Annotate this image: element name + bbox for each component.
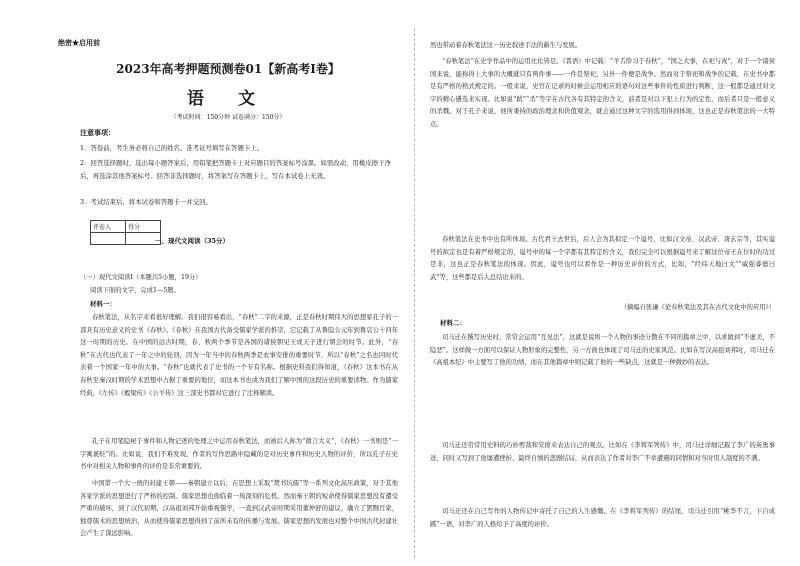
material-one-label: 材料一： [90,300,116,308]
subject-title: 语 文 [187,89,269,109]
left-paragraph: 孔子在用笔隐秘于事件和人物记述的处理之中运用春秋笔法，而被后人称为“微言大义”，《春秋》一书则是“一字寓褒贬”的。比如说，我们不难发现，作者的写作思路中隐藏的是对历史事件和历史人物的评价，所以孔子在史书中对相关人物和事件的评价是非常重要的。 [80,438,398,471]
right-paragraph: “春秋笔法”在史学作品中的运用比比皆是。《晋语》中记载：“羊舌肸习于春秋”，“国之大事，在祀与戎”，对于一个诸侯国来说，能称得上大事的大概就只有两件事——一件是祭祀，另外一件便是战争。然而对于祭祀和战争的记载，在史书中都是有严格的格式规定的。一般来说，史官在记录的时候会运用相应的语句对这些事件的性质进行判断，这一般都是通过对文字的精心遴选来实现。比如说“弑”“杀”等字在古代各有其特定的含义，前者是对以下犯上行为的定性，而后者只是一般意义的杀戮。对于孔子来说，他所秉持的政治理念和价值观念，就会通过这种文字的选用得到体现，这也正是春秋笔法的一大特点。 [430,58,775,128]
right-paragraph: 春秋笔法在史书中也有所体现。古代君王去世后，后人会为其拟定一个谥号，比如汉文帝、汉武帝、唐玄宗等，其实谥号的拟定也是有着严格规定的，谥号中的每一个字都有其特定的含义，我们完全可以根据谥号来了解这位帝王在位时的功过是非，这也正是春秋笔法的体现。因此，谥号也可以看作是一种历史评价的方式，比如，“经纬天地曰文”“威强睿德曰武”等，这些都是后人总结出来的。 [430,236,775,281]
note-item: 2．回答选择题时，选出每小题答案后，用铅笔把答题卡上对应题目的答案标号涂黑。如需改动，用橡皮擦干净后，再选涂其他答案标号。回答非选择题时，将答案写在答题卡上，写在本试卷上无效。 [80,159,391,180]
column-divider [414,28,415,558]
material-two-paragraph: 司马迁还在自己写作的人物传记中寄托了自己的人生感慨。在《李将军列传》的结尾，司马迁引用“桃李不言，下自成蹊”一语，对李广的人格给予了高度的评价。 [430,508,775,528]
reading-instruction: 阅读下面的文字，完成1—5题。 [90,287,180,294]
score-table-score-label: 得分 [126,221,161,233]
exam-meta: （考试时间：150分钟 试卷满分：150分） [170,114,286,121]
score-table-grader-label: 评卷人 [91,221,126,233]
material-source: （摘编自张谦《论春秋笔法及其在古代文化中的应用》） [620,304,775,311]
note-item: 1．答卷前，考生务必将自己的姓名、准考证号填写在答题卡上。 [80,144,264,152]
left-paragraph: 春秋笔法，从名字来看很好理解。我们很容易看出，“春秋”二字的来源，正是春秋时期伟大的思想家孔子的一部具有历史意义的史书《春秋》。《春秋》在我国古代备受儒家学派的推崇，它记载了从鲁隐公元年到鲁哀公十四年这一时期的历史。在中国的远古时期，春、秋两个季节是各国的诸侯朝见王或天子进行朝会的时节。此外，“春秋”在古代也代表了一年之中的轮回，因为一年当中的春秋两季是农事安排的重要时节，所以“春秋”之名也同时代表着一个国家一年中的大事。“春秋”也就代表了史书的一个专有名称。根据史料我们得知道，《春秋》这本书在从春秋至秦汉时期的学术思想中占据了重要的地位，而这本书也成为我们了解中国的这段历史的重要读物。作为儒家经典，《左传》《穀梁传》《公羊传》这三部史书都对它进行了注释解读。 [80,314,398,397]
score-table [90,220,161,245]
section-title: 一、现代文阅读（35分） [155,237,230,245]
left-paragraph: 中国第一个大一统的封建王朝——秦朝建立以后，在思想上采取“焚书坑儒”等一系列文化高压政策，对于其他各家学派的思想进行了严格的控制。儒家思想也面临着一场深刻的危机。然而秦王朝的短命使得儒家思想没有遭受严重的破坏，到了汉代初期，汉高祖刘邦开始重视儒学，一直到汉武帝时期采用董仲舒的建议，确立了罢黜百家，独尊儒术的思想统治，从而使得儒家思想得到了前所未有的传播与发展。儒家思想的发展也对整个中国古代封建社会产生了深远影响。 [80,480,398,538]
score-table-grader-cell[interactable] [91,233,126,245]
confidential-mark: 绝密★启用前 [58,38,100,47]
material-two-paragraph: 司马迁在撰写历史时，常常会运用“互见法”，这就是说将一个人物的事迹分散在不同的篇章之中，以求做到“不虚美，不隐恶”。这样做一方面可以保证人物形象的完整性，另一方面也体现了司马迁的史家风范。比如在写汉高祖刘邦时，司马迁在《高祖本纪》中主要写了他的功绩，而在其他篇章中则记载了他的一些缺点，这就是一种微妙的表达。 [430,334,775,367]
exam-title: 2023年高考押题预测卷01【新高考Ⅰ卷】 [116,62,340,76]
note-item: 3．考试结束后，将本试卷和答题卡一并交回。 [80,198,212,206]
notes-heading: 注意事项： [80,128,115,137]
material-two-paragraph: 司马迁还常常用史料的巧妙剪裁和安排来表达自己的观点。比如在《李将军列传》中，司马迁详细记载了李广的英勇事迹，同时又写到了他屡遭挫折、最终自刎的悲剧结局，从而表达了作者对李广不幸遭遇的同情和对当时用人制度的不满。 [430,442,775,462]
right-paragraph: 然也带动着春秋笔法这一历史叙述手法的新生与发展。 [430,42,582,49]
subsection-heading: （一）现代文阅读Ⅰ（本题共5小题，19分） [80,274,202,281]
material-two-label: 材料二： [440,319,466,327]
